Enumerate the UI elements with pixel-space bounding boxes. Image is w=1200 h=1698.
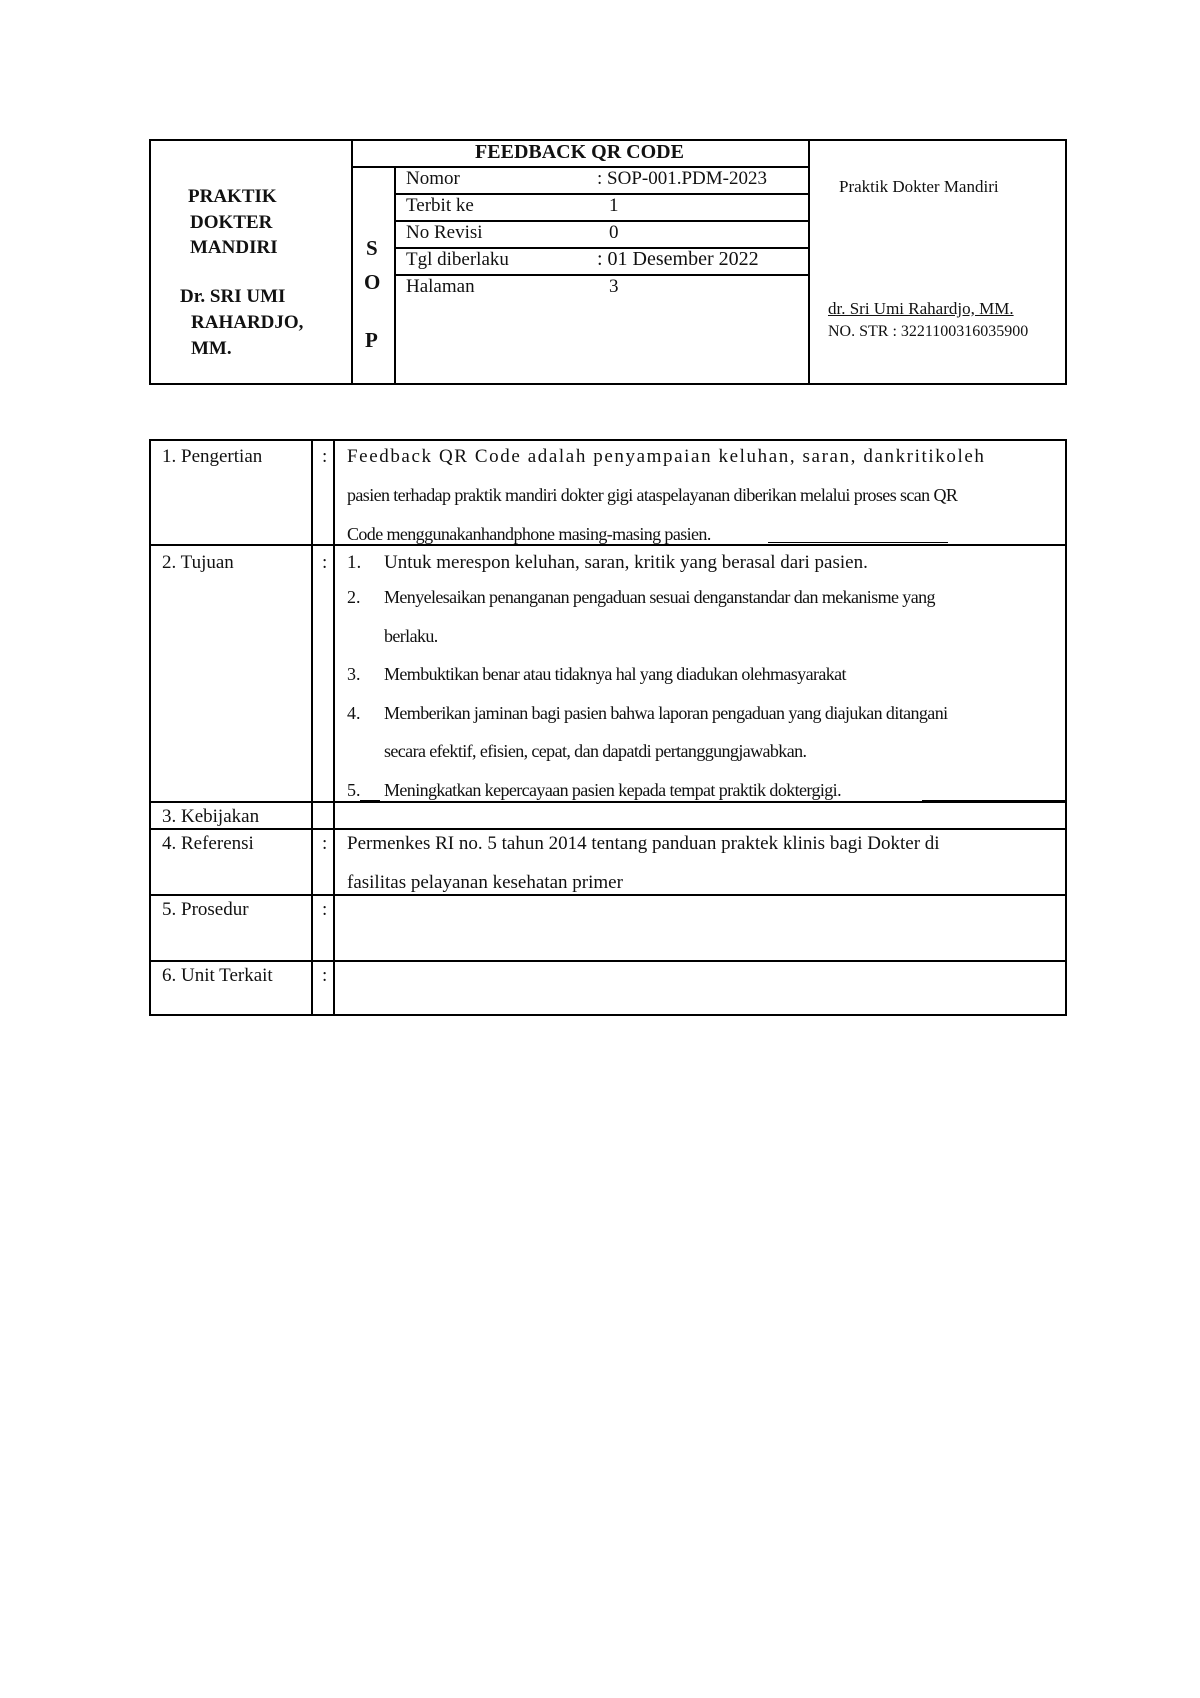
referensi-text-line2: fasilitas pelayanan kesehatan primer	[347, 872, 623, 893]
row-divider	[149, 828, 1067, 830]
sop-letter-s: S	[366, 236, 378, 260]
tujuan-item-number: 4.	[347, 703, 361, 723]
colon: :	[322, 446, 328, 467]
tujuan-item-text: Untuk merespon keluhan, saran, kritik yang berasal dari pasien.	[384, 552, 868, 573]
field-value-halaman: 3	[609, 276, 619, 297]
colon: :	[322, 899, 328, 920]
row-divider	[149, 801, 1067, 803]
field-label-halaman: Halaman	[406, 276, 475, 297]
tujuan-item-number: 5.	[347, 780, 361, 800]
field-value-revisi: 0	[609, 222, 619, 243]
sop-letter-o: O	[364, 270, 381, 294]
section-label-unit-terkait: 6. Unit Terkait	[162, 965, 273, 986]
referensi-text-line1: Permenkes RI no. 5 tahun 2014 tentang panduan praktek klinis bagi Dokter di	[347, 833, 940, 854]
tujuan-item-text: Meningkatkan kepercayaan pasien kepada tempat praktik doktergigi.	[384, 780, 841, 800]
field-value-terbit: 1	[609, 195, 619, 216]
str-number: NO. STR : 3221100316035900	[828, 323, 1029, 340]
org-name-line3: MANDIRI	[190, 237, 278, 258]
section-label-tujuan: 2. Tujuan	[162, 552, 234, 573]
divider	[808, 139, 810, 385]
row-divider	[149, 894, 1067, 896]
field-label-nomor: Nomor	[406, 168, 460, 189]
org-label: Praktik Dokter Mandiri	[839, 177, 999, 196]
org-name-line1: PRAKTIK	[188, 186, 277, 207]
section-label-prosedur: 5. Prosedur	[162, 899, 249, 920]
field-value-nomor: : SOP-001.PDM-2023	[597, 168, 767, 189]
sop-letter-p: P	[365, 328, 378, 352]
pengertian-text-line1: Feedback QR Code adalah penyampaian keluhan, saran, dankritikoleh	[347, 446, 986, 467]
document-title: FEEDBACK QR CODE	[475, 141, 684, 163]
tujuan-item-text-cont: secara efektif, efisien, cepat, dan dapatdi pertanggungjawabkan.	[384, 741, 807, 761]
field-label-terbit: Terbit ke	[406, 195, 474, 216]
underline-rule	[922, 800, 1065, 801]
pengertian-text-line3: Code menggunakanhandphone masing-masing pasien.	[347, 524, 711, 544]
tujuan-item-text: Memberikan jaminan bagi pasien bahwa laporan pengaduan yang diajukan ditangani	[384, 703, 948, 723]
colon: :	[322, 833, 328, 854]
underline-rule	[360, 800, 380, 801]
colon: :	[322, 965, 328, 986]
row-divider	[149, 960, 1067, 962]
org-name-line2: DOKTER	[190, 212, 273, 233]
divider	[311, 439, 313, 1016]
tujuan-item-number: 3.	[347, 664, 361, 684]
owner-name-line1: Dr. SRI UMI	[180, 286, 286, 307]
field-label-tgl: Tgl diberlaku	[406, 249, 509, 270]
section-label-referensi: 4. Referensi	[162, 833, 254, 854]
owner-name-line2: RAHARDJO,	[191, 312, 304, 333]
owner-name-line3: MM.	[191, 338, 232, 359]
tujuan-item-text-cont: berlaku.	[384, 626, 438, 646]
field-label-revisi: No Revisi	[406, 222, 483, 243]
tujuan-item-number: 1.	[347, 552, 362, 573]
section-label-pengertian: 1. Pengertian	[162, 446, 263, 467]
divider	[351, 139, 353, 385]
doctor-name: dr. Sri Umi Rahardjo, MM.	[828, 299, 1014, 318]
section-label-kebijakan: 3. Kebijakan	[162, 806, 260, 827]
pengertian-text-line2: pasien terhadap praktik mandiri dokter gigi ataspelayanan diberikan melalui proses scan QR	[347, 485, 958, 505]
colon: :	[322, 552, 328, 573]
tujuan-item-text: Membuktikan benar atau tidaknya hal yang diadukan olehmasyarakat	[384, 664, 846, 684]
tujuan-item-text: Menyelesaikan penanganan pengaduan sesuai denganstandar dan mekanisme yang	[384, 587, 935, 607]
underline-rule	[768, 542, 948, 543]
tujuan-item-number: 2.	[347, 587, 361, 607]
divider	[333, 439, 335, 1016]
field-value-tgl: : 01 Desember 2022	[597, 248, 759, 270]
